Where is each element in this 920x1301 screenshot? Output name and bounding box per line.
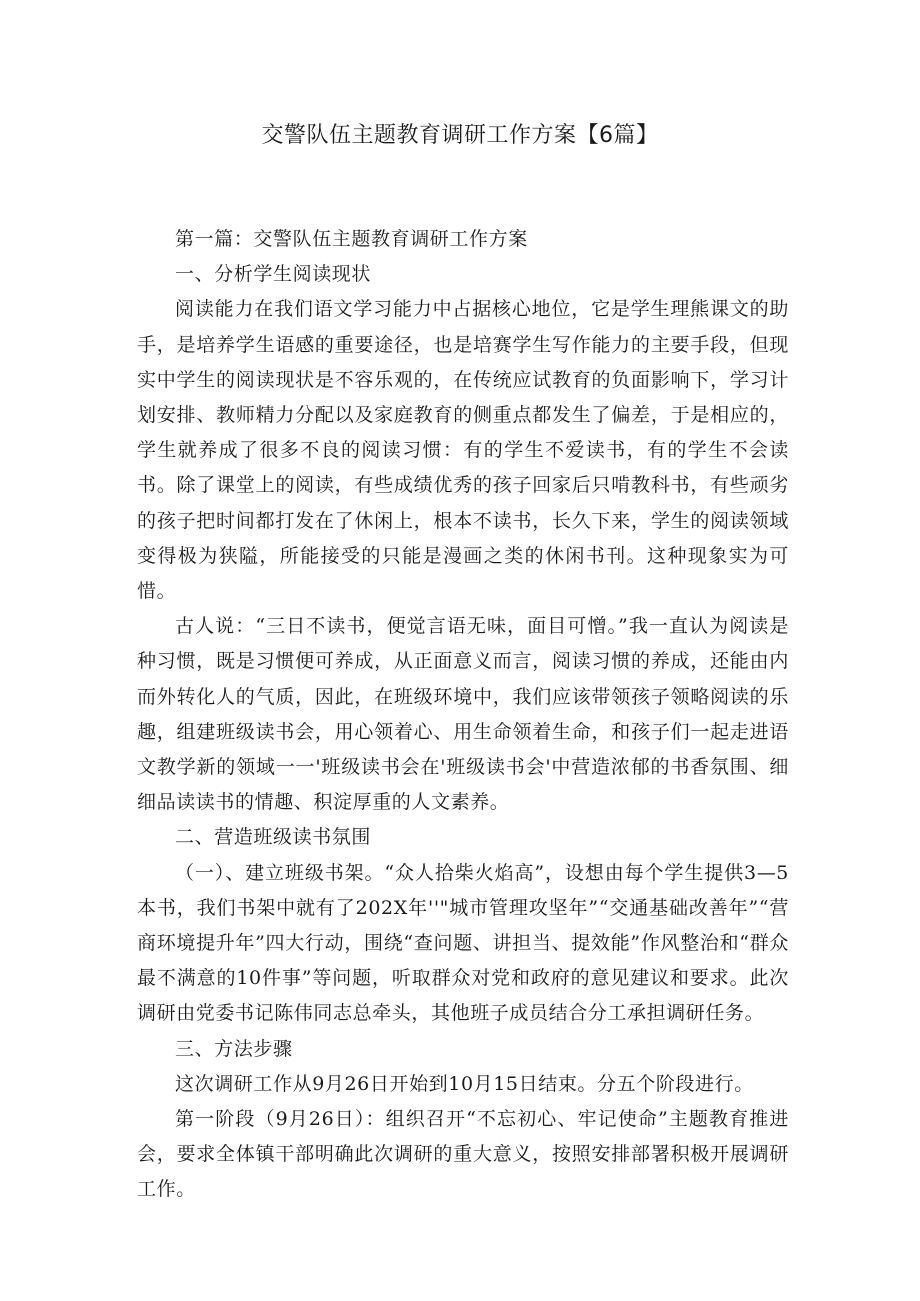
paragraph-reading-status: 阅读能力在我们语文学习能力中占据核心地位，它是学生理熊课文的助手，是培养学生语感的重要途径，也是培赛学生写作能力的主要手段，但现实中学生的阅读现状是不容乐观的，在传统应试教育的负面影响下，学习计划安排、教师精力分配以及家庭教育的侧重点都发生了偏差，于是相应的，学生就养成了很多不良的阅读习惯：有的学生不爱读书，有的学生不会读书。除了课堂上的阅读，有些成绩优秀的孩子回家后只啃教科书，有些顽劣的孩子把时间都打发在了休闲上，根本不读书，长久下来，学生的阅读领域变得极为狭隘，所能接受的只能是漫画之类的休闲书刊。这种现象实为可惜。 <box>137 298 789 603</box>
paragraph-stage-one: 第一阶段（9月26日）：组织召开“不忘初心、牢记使命”主题教育推进会，要求全体镇干部明确此次调研的重大意义，按照安排部署积极开展调研工作。 <box>137 1108 789 1201</box>
paragraph-bookshelf: （一）、建立班级书架。“众人拾柴火焰高”，设想由每个学生提供3—5本书，我们书架中就有了202X年''"城市管理攻坚年”“交通基础改善年”“营商环境提升年”四大行动，围绕“查问题、讲担当、提效能”作风整治和“群众最不满意的10件事”等问题，听取群众对党和政府的意见建议和要求。此次调研由党委书记陈伟同志总牵头，其他班子成员结合分工承担调研任务。 <box>137 861 789 1025</box>
section-heading-1: 一、分析学生阅读现状 <box>175 263 372 286</box>
section-heading-part-one: 第一篇：交警队伍主题教育调研工作方案 <box>175 228 528 250</box>
section-heading-2: 二、营造班级读书氛围 <box>175 826 372 849</box>
document-title: 交警队伍主题教育调研工作方案【6篇】 <box>261 123 659 148</box>
section-heading-3: 三、方法步骤 <box>175 1037 293 1060</box>
document-body <box>137 222 789 1208</box>
paragraph-schedule: 这次调研工作从9月26日开始到10月15日结束。分五个阶段进行。 <box>175 1072 754 1095</box>
paragraph-ancient-saying: 古人说：“三日不读书，便觉言语无味，面目可憎。”我一直认为阅读是种习惯，既是习惯便可养成，从正面意义而言，阅读习惯的养成，还能由内而外转化人的气质，因此，在班级环境中，我们应该带领孩子领略阅读的乐趣，组建班级读书会，用心领着心、用生命领着生命，和孩子们一起走进语文教学新的领域一一'班级读书会在'班级读书会'中营造浓郁的书香氛围、细细品读读书的情趣、积淀厚重的人文素养。 <box>137 615 789 814</box>
